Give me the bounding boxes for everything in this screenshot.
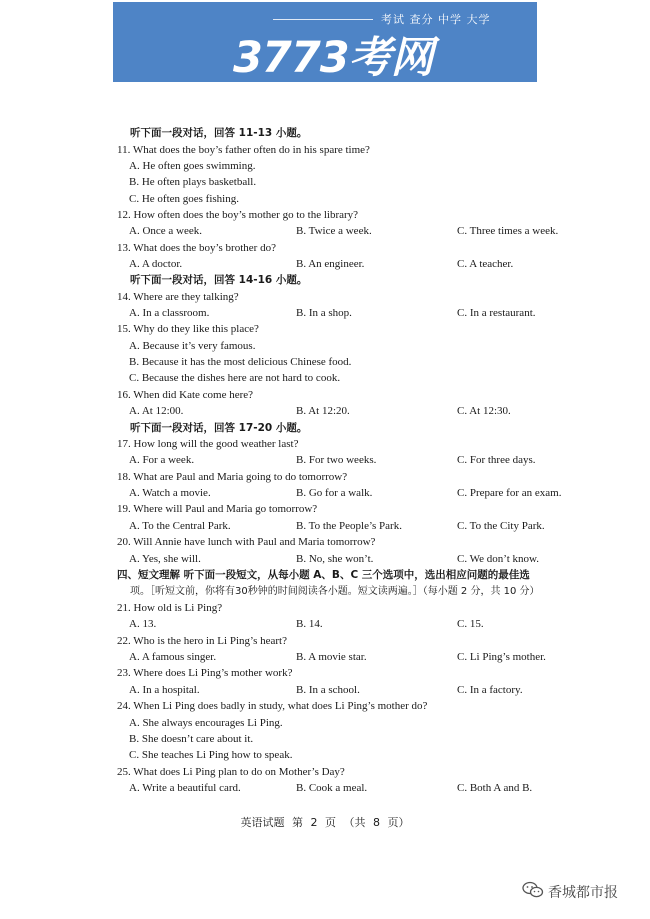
option-a: A. Watch a movie. bbox=[129, 487, 211, 499]
section-heading: 听下面一段对话，回答 14-16 小题。 bbox=[130, 274, 308, 286]
page-footer: 英语试题 第 2 页 （共 8 页） bbox=[240, 816, 410, 829]
option-b: B. To the People’s Park. bbox=[296, 520, 402, 532]
question-stem: 18. What are Paul and Maria going to do tomorrow? bbox=[117, 471, 348, 483]
option-a: A. In a classroom. bbox=[129, 307, 210, 319]
option-c: C. For three days. bbox=[457, 454, 536, 466]
section-heading: 听下面一段对话，回答 11-13 小题。 bbox=[130, 127, 308, 139]
option-a: A. For a week. bbox=[129, 454, 195, 466]
section-heading: 听下面一段对话，回答 17-20 小题。 bbox=[130, 422, 308, 434]
option-b: B. He often plays basketball. bbox=[129, 176, 257, 188]
question-stem: 17. How long will the good weather last? bbox=[117, 438, 299, 450]
option-a: A. She always encourages Li Ping. bbox=[129, 717, 283, 729]
option-c: C. In a restaurant. bbox=[457, 307, 536, 319]
option-b: B. At 12:20. bbox=[296, 405, 350, 417]
wechat-icon bbox=[522, 881, 544, 903]
option-c: C. We don’t know. bbox=[457, 553, 540, 565]
site-logo[interactable]: 3773考网 bbox=[233, 33, 433, 82]
option-a: A. In a hospital. bbox=[129, 684, 200, 696]
option-b: B. Because it has the most delicious Chinese food. bbox=[129, 356, 352, 368]
question-stem: 23. Where does Li Ping’s mother work? bbox=[117, 667, 293, 679]
question-stem: 13. What does the boy’s brother do? bbox=[117, 242, 276, 254]
option-b: B. For two weeks. bbox=[296, 454, 377, 466]
option-c: C. To the City Park. bbox=[457, 520, 545, 532]
option-c: C. Three times a week. bbox=[457, 225, 559, 237]
option-a: A. He often goes swimming. bbox=[129, 160, 256, 172]
option-a: A. Because it’s very famous. bbox=[129, 340, 256, 352]
question-stem: 11. What does the boy’s father often do in his spare time? bbox=[117, 144, 370, 156]
option-c: C. A teacher. bbox=[457, 258, 514, 270]
section-instructions: 项。［听短文前，你将有30秒钟的时间阅读各小题。短文读两遍。］（每小题 2 分，共 10 分） bbox=[130, 586, 540, 597]
option-b: B. Cook a meal. bbox=[296, 782, 368, 794]
option-a: A. Once a week. bbox=[129, 225, 202, 237]
option-c: C. At 12:30. bbox=[457, 405, 511, 417]
watermark-text: 香城都市报 bbox=[548, 885, 618, 901]
question-stem: 15. Why do they like this place? bbox=[117, 323, 259, 335]
question-stem: 14. Where are they talking? bbox=[117, 291, 239, 303]
option-b: B. A movie star. bbox=[296, 651, 367, 663]
option-b: B. Twice a week. bbox=[296, 225, 372, 237]
option-b: B. 14. bbox=[296, 618, 323, 630]
question-stem: 19. Where will Paul and Maria go tomorrow? bbox=[117, 503, 318, 515]
option-c: C. Because the dishes here are not hard to cook. bbox=[129, 372, 341, 384]
option-c: C. Prepare for an exam. bbox=[457, 487, 562, 499]
option-c: C. 15. bbox=[457, 618, 484, 630]
question-stem: 16. When did Kate come here? bbox=[117, 389, 254, 401]
option-a: A. To the Central Park. bbox=[129, 520, 231, 532]
site-banner[interactable] bbox=[113, 2, 537, 82]
option-a: A. Yes, she will. bbox=[129, 553, 201, 565]
option-b: B. In a shop. bbox=[296, 307, 352, 319]
question-stem: 24. When Li Ping does badly in study, what does Li Ping’s mother do? bbox=[117, 700, 428, 712]
question-stem: 21. How old is Li Ping? bbox=[117, 602, 223, 614]
option-c: C. In a factory. bbox=[457, 684, 523, 696]
question-stem: 25. What does Li Ping plan to do on Mother’s Day? bbox=[117, 766, 345, 778]
option-c: C. He often goes fishing. bbox=[129, 193, 239, 205]
option-b: B. She doesn’t care about it. bbox=[129, 733, 254, 745]
question-stem: 20. Will Annie have lunch with Paul and Maria tomorrow? bbox=[117, 536, 376, 548]
option-c: C. Li Ping’s mother. bbox=[457, 651, 546, 663]
option-a: A. At 12:00. bbox=[129, 405, 184, 417]
option-b: B. An engineer. bbox=[296, 258, 365, 270]
option-a: A. A famous singer. bbox=[129, 651, 217, 663]
banner-divider-left bbox=[273, 19, 373, 20]
question-stem: 12. How often does the boy’s mother go to the library? bbox=[117, 209, 359, 221]
option-b: B. Go for a walk. bbox=[296, 487, 373, 499]
watermark bbox=[522, 881, 618, 903]
question-stem: 22. Who is the hero in Li Ping’s heart? bbox=[117, 635, 287, 647]
banner-tagline: 考试 查分 中学 大学 bbox=[381, 13, 491, 26]
option-b: B. In a school. bbox=[296, 684, 360, 696]
option-a: A. 13. bbox=[129, 618, 157, 630]
option-a: A. Write a beautiful card. bbox=[129, 782, 241, 794]
section-heading: 四、短文理解 听下面一段短文，从每小题 A、B、C 三个选项中，选出相应问题的最佳选 bbox=[117, 569, 530, 581]
option-a: A. A doctor. bbox=[129, 258, 183, 270]
option-b: B. No, she won’t. bbox=[296, 553, 374, 565]
option-c: C. She teaches Li Ping how to speak. bbox=[129, 749, 293, 761]
option-c: C. Both A and B. bbox=[457, 782, 533, 794]
